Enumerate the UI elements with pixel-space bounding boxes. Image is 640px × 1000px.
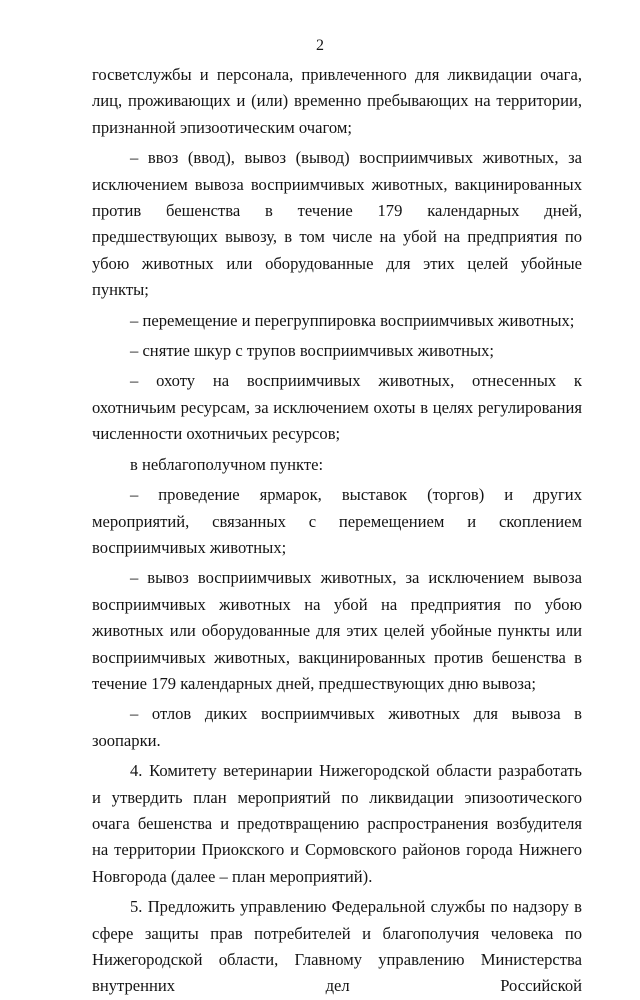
paragraph-unfavorable-point-heading: в неблагополучном пункте: (130, 454, 324, 474)
page-number: 2 (316, 37, 324, 54)
document-body (92, 62, 582, 1000)
paragraph-capture-ban: – отлов диких восприимчивых животных для вывоза в зоопарки. (92, 704, 582, 750)
paragraph-item-4: 4. Комитету ветеринарии Нижегородской области разработать и утвердить план мероприятий по ликвидации эпизоотического очага бешенства и предотвращению распространения возбудителя на территории Приокского и Сормовского районов города Нижнего Новгорода (далее – план мероприятий). (92, 761, 582, 886)
paragraph-fairs-ban: – проведение ярмарок, выставок (торгов) и других мероприятий, связанных с перемещением и скоплением восприимчивых животных; (92, 485, 582, 557)
paragraph-export-ban: – вывоз восприимчивых животных, за исключением вывоза восприимчивых животных на убой на предприятия по убою животных или оборудованные для этих целей убойные пункты или восприимчивых животных, вакцинированных против бешенства в течение 179 календарных дней, предшествующих дню вывоза; (92, 568, 582, 693)
paragraph-movement-ban: – перемещение и перегруппировка восприимчивых животных; (130, 310, 575, 330)
paragraph-item-5: 5. Предложить управлению Федеральной службы по надзору в сфере защиты прав потребителей и благополучия человека по Нижегородской области, Главному управлению Министерства внутренних дел Российской (92, 897, 582, 996)
paragraph-skinning-ban: – снятие шкур с трупов восприимчивых животных; (130, 341, 495, 361)
paragraph-import-export-ban: – ввоз (ввод), вывоз (вывод) восприимчивых животных, за исключением вывоза восприимчивых животных, вакцинированных против бешенства в течение 179 календарных дней, предшествующих вывозу, в том числе на убой на предприятия по убою животных или оборудованные для этих целей убойные пункты; (92, 148, 582, 300)
paragraph-hunting-ban: – охоту на восприимчивых животных, отнесенных к охотничьим ресурсам, за исключением охоты в целях регулирования численности охотничьих ресурсов; (92, 371, 582, 444)
paragraph-continuation: госветслужбы и персонала, привлеченного для ликвидации очага, лиц, проживающих и (или) временно пребывающих на территории, признанной эпизоотическим очагом; (92, 65, 582, 137)
